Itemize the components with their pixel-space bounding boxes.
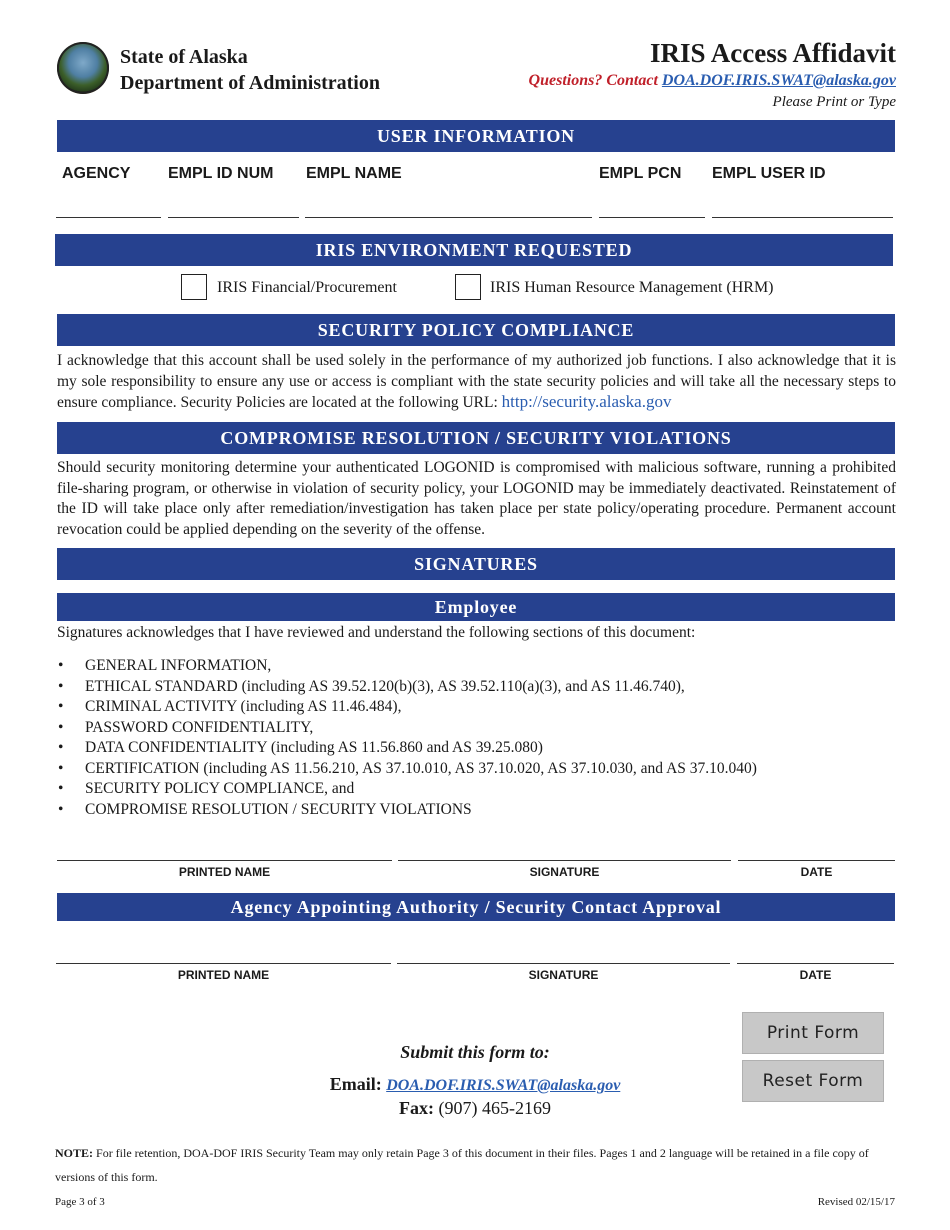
employee-printed-name-label: PRINTED NAME: [178, 865, 271, 879]
employee-subsection: Employee: [57, 593, 895, 621]
list-item: • GENERAL INFORMATION,: [57, 656, 896, 677]
employee-date-field[interactable]: [738, 860, 895, 861]
financial-procurement-label: IRIS Financial/Procurement: [217, 279, 397, 296]
submit-email-link[interactable]: DOA.DOF.IRIS.SWAT@alaska.gov: [386, 1077, 621, 1094]
list-item: • PASSWORD CONFIDENTIALITY,: [57, 718, 896, 739]
reset-form-button[interactable]: Reset Form: [742, 1060, 884, 1102]
empl-id-num-label: EMPL ID NUM: [168, 165, 274, 182]
list-item: • DATA CONFIDENTIALITY (including AS 11.56.860 and AS 39.25.080): [57, 738, 896, 759]
section-iris-environment: IRIS ENVIRONMENT REQUESTED: [55, 234, 893, 266]
hrm-checkbox[interactable]: [455, 274, 481, 300]
signatures-intro: Signatures acknowledges that I have reviewed and understand the following sections of this document:: [57, 624, 696, 641]
print-instruction: Please Print or Type: [772, 94, 896, 110]
note-text: For file retention, DOA-DOF IRIS Security Team may only retain Page 3 of this document in their files. Pages 1 and 2 language will be retained in a file copy of versions of this form.: [55, 1146, 869, 1184]
security-policy-body: I acknowledge that this account shall be used solely in the performance of my authorized job functions. I also acknowledge that it is my sole responsibility to ensure any use or access is compliant with the state security policies and will take all the necessary steps to ensure compliance. Security Policies are located at the following URL:: [57, 352, 896, 412]
agency-field[interactable]: [56, 217, 161, 218]
submit-fax-line: [300, 1098, 650, 1119]
approver-printed-name-field[interactable]: [56, 963, 391, 964]
empl-pcn-label: EMPL PCN: [599, 165, 682, 182]
employee-signature-field[interactable]: [398, 860, 731, 861]
contact-email-link[interactable]: DOA.DOF.IRIS.SWAT@alaska.gov: [661, 72, 896, 89]
empl-user-id-label: EMPL USER ID: [712, 165, 826, 182]
print-form-button[interactable]: Print Form: [742, 1012, 884, 1054]
revised-date: Revised 02/15/17: [817, 1196, 895, 1208]
empl-name-label: EMPL NAME: [306, 165, 402, 182]
security-policy-text: [57, 351, 896, 414]
approver-signature-field[interactable]: [397, 963, 730, 964]
section-signatures: SIGNATURES: [57, 548, 895, 580]
security-url-link[interactable]: http://security.alaska.gov: [501, 392, 672, 412]
fax-label: Fax:: [399, 1098, 434, 1118]
note-label: NOTE:: [55, 1146, 94, 1160]
approval-subsection: Agency Appointing Authority / Security Contact Approval: [57, 893, 895, 921]
hrm-label: IRIS Human Resource Management (HRM): [490, 279, 774, 296]
fax-number: (907) 465-2169: [438, 1098, 551, 1118]
email-label: Email:: [329, 1074, 382, 1094]
approver-printed-name-label: PRINTED NAME: [177, 968, 270, 982]
employee-signature-label: SIGNATURE: [529, 865, 600, 879]
approver-date-label: DATE: [799, 968, 832, 982]
list-item: • ETHICAL STANDARD (including AS 39.52.120(b)(3), AS 39.52.110(a)(3), and AS 11.46.740),: [57, 677, 896, 698]
approver-signature-label: SIGNATURE: [528, 968, 599, 982]
empl-user-id-field[interactable]: [712, 217, 893, 218]
approver-date-field[interactable]: [737, 963, 894, 964]
list-item: • CRIMINAL ACTIVITY (including AS 11.46.484),: [57, 697, 896, 718]
retention-note: [55, 1141, 895, 1189]
compromise-text: Should security monitoring determine your authenticated LOGONID is compromised with malicious software, running a prohibited file-sharing program, or otherwise in violation of security policy, your LOGONID may be immediately deactivated. Reinstatement of the ID will take place only after remediation/investigation has taken place per state policy/operating procedure. Permanent account revocation could be applied depending on the severity of the offense.: [57, 459, 896, 538]
state-seal-icon: [57, 42, 109, 94]
agency-label: AGENCY: [62, 165, 131, 182]
financial-procurement-checkbox[interactable]: [181, 274, 207, 300]
list-item: • SECURITY POLICY COMPLIANCE, and: [57, 779, 896, 800]
org-name-line1: State of Alaska: [120, 46, 248, 68]
questions-label: Questions? Contact: [528, 72, 658, 89]
submit-heading: Submit this form to:: [400, 1042, 550, 1062]
list-item: • COMPROMISE RESOLUTION / SECURITY VIOLATIONS: [57, 800, 896, 821]
section-security-policy: SECURITY POLICY COMPLIANCE: [57, 314, 895, 346]
empl-name-field[interactable]: [305, 217, 592, 218]
empl-id-num-field[interactable]: [168, 217, 299, 218]
list-item: • CERTIFICATION (including AS 11.56.210, AS 37.10.010, AS 37.10.020, AS 37.10.030, and AS 37.10.040): [57, 759, 896, 780]
submit-email-line: [250, 1074, 700, 1095]
employee-printed-name-field[interactable]: [57, 860, 392, 861]
section-compromise-resolution: COMPROMISE RESOLUTION / SECURITY VIOLATIONS: [57, 422, 895, 454]
questions-contact: [529, 72, 896, 90]
employee-date-label: DATE: [800, 865, 833, 879]
section-user-information: USER INFORMATION: [57, 120, 895, 152]
page-number: Page 3 of 3: [55, 1196, 105, 1208]
form-title: IRIS Access Affidavit: [649, 38, 896, 68]
org-name-line2: Department of Administration: [120, 72, 380, 94]
empl-pcn-field[interactable]: [599, 217, 705, 218]
acknowledged-sections-list: [57, 656, 896, 820]
